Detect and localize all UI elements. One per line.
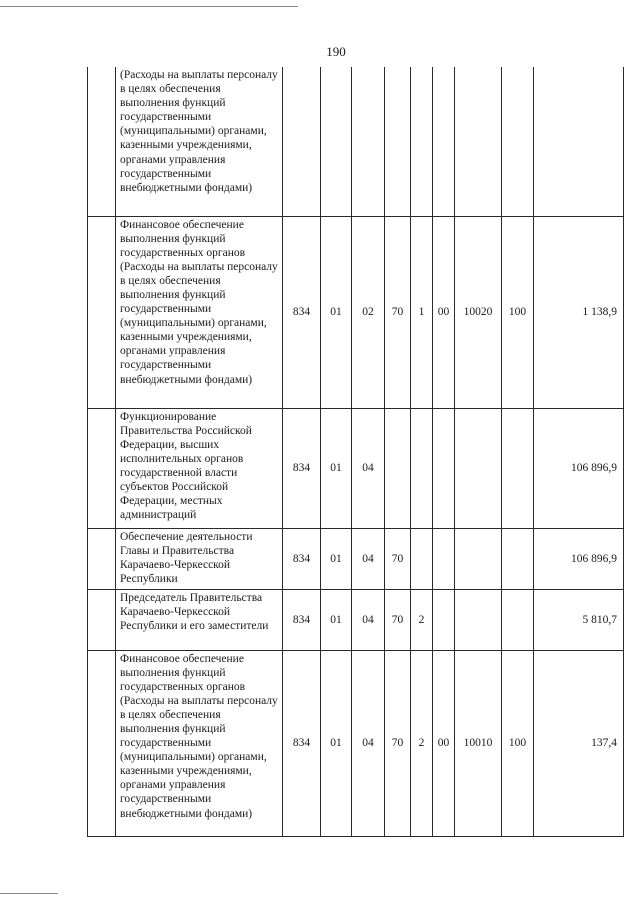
rz-cell: 01 — [321, 589, 352, 650]
grbs-cell: 834 — [283, 408, 321, 528]
cs4-cell: 10010 — [455, 650, 502, 836]
rz-cell: 01 — [321, 216, 352, 408]
sum-cell — [534, 67, 624, 216]
cs3-cell — [433, 67, 455, 216]
sum-cell: 137,4 — [534, 650, 624, 836]
cs2-cell: 1 — [411, 216, 433, 408]
table-row — [88, 216, 624, 408]
cs3-cell: 00 — [433, 216, 455, 408]
row-name: Обеспечение деятельности Главы и Правительства Карачаево-Черкесской Республики — [116, 528, 283, 589]
cs2-cell: 2 — [411, 650, 433, 836]
blank-cell — [88, 67, 116, 216]
table-bottom-rule — [87, 836, 623, 837]
budget-table — [87, 67, 624, 837]
cs1-cell: 70 — [385, 528, 411, 589]
sum-cell: 106 896,9 — [534, 408, 624, 528]
vr-cell — [502, 67, 534, 216]
table-row — [88, 650, 624, 836]
row-name: Функционирование Правительства Российской Федерации, высших исполнительных органов государственной власти субъектов Российской Федерации, местных администраций — [116, 408, 283, 528]
cs1-cell: 70 — [385, 216, 411, 408]
blank-cell — [88, 216, 116, 408]
vr-cell — [502, 589, 534, 650]
pr-cell: 04 — [352, 408, 385, 528]
rz-cell: 01 — [321, 650, 352, 836]
cs2-cell — [411, 67, 433, 216]
table-row — [88, 528, 624, 589]
rz-cell: 01 — [321, 408, 352, 528]
pr-cell: 02 — [352, 216, 385, 408]
page-number: 190 — [326, 44, 346, 59]
grbs-cell: 834 — [283, 528, 321, 589]
cs2-cell — [411, 408, 433, 528]
cs3-cell — [433, 528, 455, 589]
sum-cell: 1 138,9 — [534, 216, 624, 408]
row-name: Финансовое обеспечение выполнения функций государственных органов (Расходы на выплаты персоналу в целях обеспечения выполнения функций государственными (муниципальными) органами, казенными учреждениями, органами управления государственными внебюджетными фондами) — [116, 216, 283, 408]
table-row — [88, 589, 624, 650]
cs4-cell — [455, 589, 502, 650]
row-name: Председатель Правительства Карачаево-Черкесской Республики и его заместители — [116, 589, 283, 650]
pr-cell: 04 — [352, 528, 385, 589]
rz-cell: 01 — [321, 528, 352, 589]
grbs-cell: 834 — [283, 216, 321, 408]
vr-cell: 100 — [502, 650, 534, 836]
cs1-cell — [385, 408, 411, 528]
cs2-cell: 2 — [411, 589, 433, 650]
table-row — [88, 67, 624, 216]
scan-edge-top — [0, 6, 298, 7]
cs3-cell — [433, 408, 455, 528]
cs1-cell: 70 — [385, 589, 411, 650]
blank-cell — [88, 408, 116, 528]
sum-cell: 106 896,9 — [534, 528, 624, 589]
cs1-cell — [385, 67, 411, 216]
table-row — [88, 408, 624, 528]
grbs-cell: 834 — [283, 589, 321, 650]
cs4-cell — [455, 528, 502, 589]
sum-cell: 5 810,7 — [534, 589, 624, 650]
vr-cell — [502, 528, 534, 589]
row-name: Финансовое обеспечение выполнения функций государственных органов (Расходы на выплаты персоналу в целях обеспечения выполнения функций государственными (муниципальными) органами, казенными учреждениями, органами управления государственными внебюджетными фондами) — [116, 650, 283, 836]
row-name: (Расходы на выплаты персоналу в целях обеспечения выполнения функций государственными (муниципальными) органами, казенными учреждениями, органами управления государственными внебюджетными фондами) — [116, 67, 283, 216]
cs3-cell: 00 — [433, 650, 455, 836]
vr-cell — [502, 408, 534, 528]
cs2-cell — [411, 528, 433, 589]
cs4-cell: 10020 — [455, 216, 502, 408]
blank-cell — [88, 650, 116, 836]
blank-cell — [88, 528, 116, 589]
rz-cell — [321, 67, 352, 216]
pr-cell — [352, 67, 385, 216]
cs4-cell — [455, 67, 502, 216]
cs1-cell: 70 — [385, 650, 411, 836]
grbs-cell: 834 — [283, 650, 321, 836]
vr-cell: 100 — [502, 216, 534, 408]
blank-cell — [88, 589, 116, 650]
pr-cell: 04 — [352, 589, 385, 650]
grbs-cell — [283, 67, 321, 216]
cs4-cell — [455, 408, 502, 528]
pr-cell: 04 — [352, 650, 385, 836]
scan-edge-bottom — [0, 893, 58, 894]
cs3-cell — [433, 589, 455, 650]
